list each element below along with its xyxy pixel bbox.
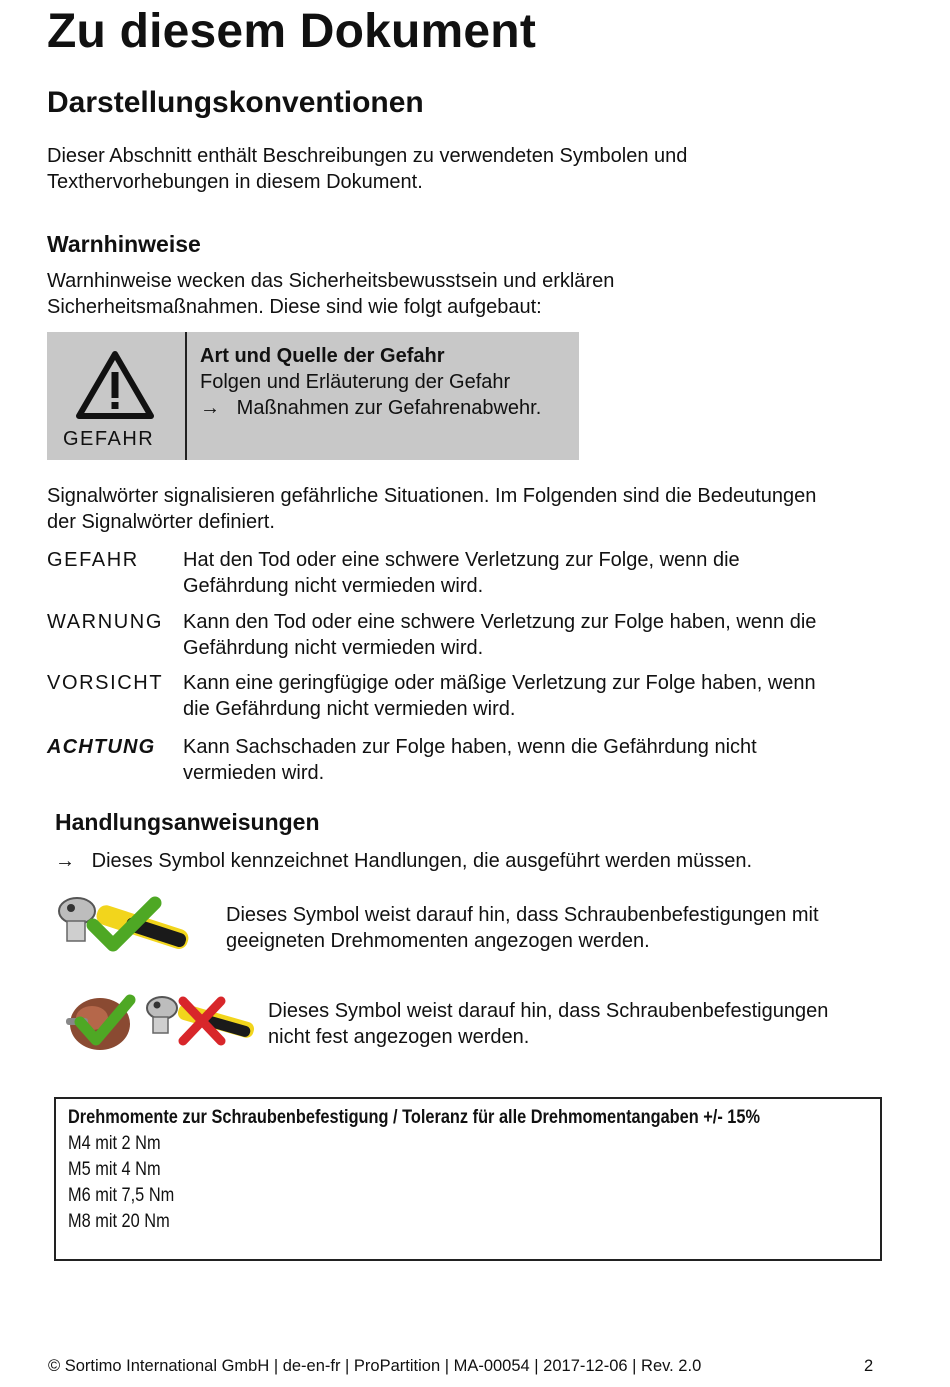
page-title: Zu diesem Dokument <box>47 5 537 58</box>
instructions-heading: Handlungsanweisungen <box>55 809 320 835</box>
torque-table-box <box>54 1097 882 1261</box>
loose-symbol-line-2: nicht fest angezogen werden. <box>268 1026 530 1048</box>
action-line <box>55 848 752 874</box>
signal-desc-line: vermieden wird. <box>183 762 325 784</box>
warnings-heading: Warnhinweise <box>47 231 201 257</box>
signal-desc-line: Kann Sachschaden zur Folge haben, wenn die Gefährdung nicht <box>183 736 757 758</box>
signal-desc-line: Kann den Tod oder eine schwere Verletzung zur Folge haben, wenn die <box>183 611 817 633</box>
signal-intro-line-1: Signalwörter signalisieren gefährliche Situationen. Im Folgenden sind die Bedeutungen <box>47 485 817 507</box>
torque-table-title: Drehmomente zur Schraubenbefestigung / Toleranz für alle Drehmomentangaben +/- 15% <box>68 1107 761 1128</box>
signal-desc-line: Hat den Tod oder eine schwere Verletzung zur Folge, wenn die <box>183 549 740 571</box>
torque-item: M4 mit 2 Nm <box>68 1133 161 1154</box>
action-text: Dieses Symbol kennzeichnet Handlungen, die ausgeführt werden müssen. <box>91 850 753 872</box>
warning-example-box <box>47 332 579 460</box>
signal-word: GEFAHR <box>47 549 139 571</box>
warning-label: GEFAHR <box>63 428 155 450</box>
warnings-text-line-2: Sicherheitsmaßnahmen. Diese sind wie folgt aufgebaut: <box>47 296 542 318</box>
warnings-text <box>47 268 614 320</box>
torque-item: M6 mit 7,5 Nm <box>68 1185 175 1206</box>
intro-line-1: Dieser Abschnitt enthält Beschreibungen zu verwendeten Symbolen und <box>47 145 688 167</box>
hazard-measure-text: Maßnahmen zur Gefahrenabwehr. <box>236 397 542 419</box>
loose-symbol-line-1: Dieses Symbol weist darauf hin, dass Schraubenbefestigungen <box>268 1000 829 1022</box>
signal-desc <box>183 609 873 661</box>
page-number: 2 <box>864 1357 874 1375</box>
footer-text: © Sortimo International GmbH | de-en-fr | ProPartition | MA-00054 | 2017-12-06 | Rev. 2.0 <box>48 1357 702 1375</box>
signal-word: VORSICHT <box>47 672 164 694</box>
hazard-title: Art und Quelle der Gefahr <box>200 345 445 367</box>
signal-desc-line: die Gefährdung nicht vermieden wird. <box>183 698 516 720</box>
signal-desc-line: Gefährdung nicht vermieden wird. <box>183 575 484 597</box>
signal-desc <box>183 734 873 786</box>
signal-desc-line: Gefährdung nicht vermieden wird. <box>183 637 484 659</box>
signal-word: ACHTUNG <box>47 736 156 758</box>
torque-item: M5 mit 4 Nm <box>68 1159 161 1180</box>
arrow-right-icon: → <box>200 397 220 419</box>
arrow-right-icon: → <box>55 850 75 872</box>
torque-wrench-cross-icon <box>145 995 255 1047</box>
torque-symbol-line-2: geeigneten Drehmomenten angezogen werden. <box>226 930 650 952</box>
section-heading: Darstellungskonventionen <box>47 86 424 119</box>
intro-line-2: Texthervorhebungen in diesem Dokument. <box>47 171 423 193</box>
hazard-consequence: Folgen und Erläuterung der Gefahr <box>200 371 511 393</box>
warning-triangle-icon <box>75 350 155 420</box>
hand-tightening-check-icon <box>64 990 136 1054</box>
signal-intro-line-2: der Signalwörter definiert. <box>47 511 275 533</box>
signal-desc <box>183 547 873 599</box>
warning-box-divider <box>185 332 187 460</box>
loose-symbol-text <box>268 998 828 1050</box>
signal-desc-line: Kann eine geringfügige oder mäßige Verletzung zur Folge haben, wenn <box>183 672 816 694</box>
signal-intro <box>47 483 816 535</box>
torque-symbol-line-1: Dieses Symbol weist darauf hin, dass Schraubenbefestigungen mit <box>226 904 819 926</box>
torque-item: M8 mit 20 Nm <box>68 1211 170 1232</box>
signal-desc <box>183 670 873 722</box>
torque-wrench-check-icon <box>55 895 190 957</box>
hazard-measure <box>200 397 541 420</box>
signal-word: WARNUNG <box>47 611 164 633</box>
torque-symbol-text <box>226 902 819 954</box>
warnings-text-line-1: Warnhinweise wecken das Sicherheitsbewusstsein und erklären <box>47 270 615 292</box>
section-intro <box>47 143 687 195</box>
